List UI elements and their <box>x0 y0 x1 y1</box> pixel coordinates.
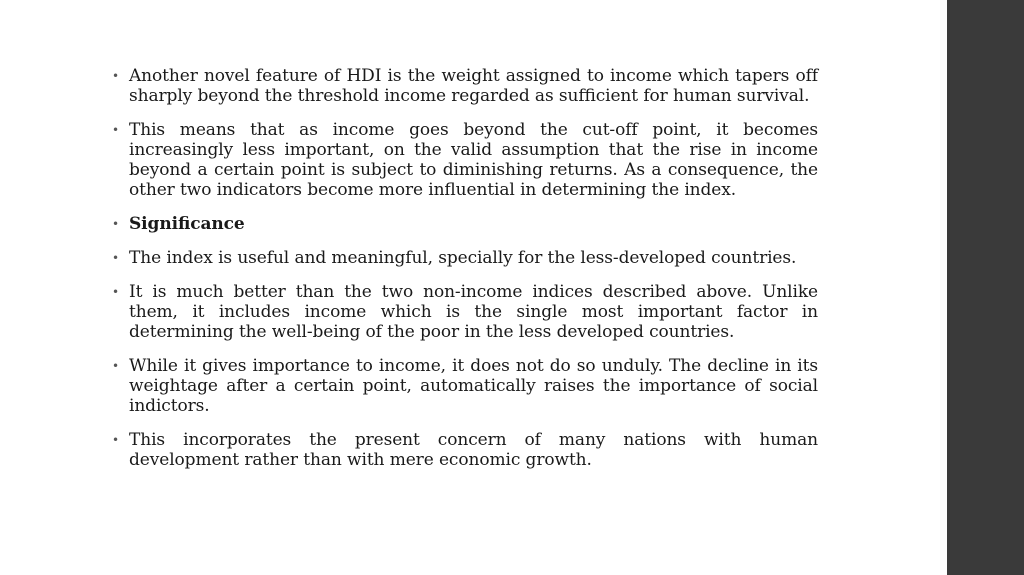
bullet-list <box>112 66 818 484</box>
bullet-item-2 <box>112 120 818 200</box>
bullet-text-1: Another novel feature of HDI is the weight assigned to income which tapers off sharply beyond the threshold income regarded as suﬃcient for human survival. <box>129 66 818 106</box>
bullet-icon: • <box>112 433 119 447</box>
bullet-text-4: The index is useful and meaningful, specially for the less-developed countries. <box>129 248 797 268</box>
bullet-item-5 <box>112 282 818 342</box>
bullet-item-7 <box>112 430 818 470</box>
bullet-text-2: This means that as income goes beyond the cut-off point, it becomes increasingly less important, on the valid assumption that the rise in income beyond a certain point is subject to diminishing returns. As a consequence, the other two indicators become more inﬂuential in determining the index. <box>129 120 818 200</box>
bullet-icon: • <box>112 123 119 137</box>
bullet-item-3 <box>112 214 818 234</box>
bullet-text-6: While it gives importance to income, it does not do so unduly. The decline in its weightage after a certain point, automatically raises the importance of social indictors. <box>129 356 818 416</box>
bullet-icon: • <box>112 285 119 299</box>
bullet-icon: • <box>112 69 119 83</box>
bullet-icon: • <box>112 217 119 231</box>
bullet-item-1 <box>112 66 818 106</box>
section-heading-significance: Signiﬁcance <box>129 214 245 234</box>
bullet-item-4 <box>112 248 818 268</box>
bullet-icon: • <box>112 359 119 373</box>
bullet-icon: • <box>112 251 119 265</box>
bullet-item-6 <box>112 356 818 416</box>
right-sidebar-panel <box>947 0 1024 575</box>
bullet-text-7: This incorporates the present concern of many nations with human development rather than with mere economic growth. <box>129 430 818 470</box>
bullet-text-5: It is much better than the two non-income indices described above. Unlike them, it includes income which is the single most important factor in determining the well-being of the poor in the less developed countries. <box>129 282 818 342</box>
